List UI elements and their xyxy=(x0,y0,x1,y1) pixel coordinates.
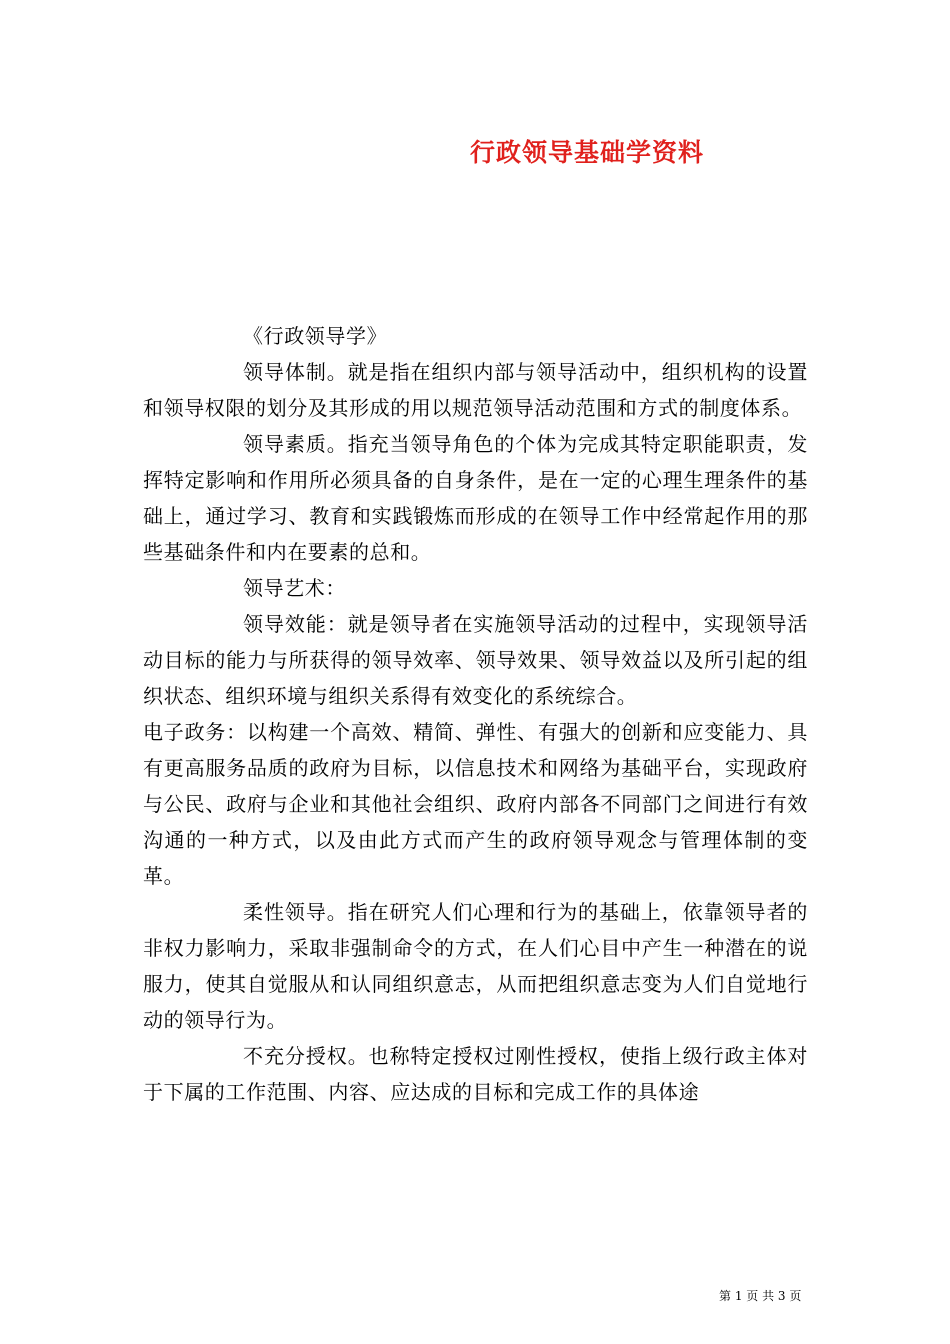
document-title: 行政领导基础学资料 xyxy=(470,138,705,167)
paragraph-leadership-quality: 领导素质。指充当领导角色的个体为完成其特定职能职责，发挥特定影响和作用所必须具备的自身条件，是在一定的心理生理条件的基础上，通过学习、教育和实践锻炼而形成的在领导工作中经常起作用的那些基础条件和内在要素的总和。 xyxy=(143,432,808,564)
paragraph-soft-leadership: 柔性领导。指在研究人们心理和行为的基础上，依靠领导者的非权力影响力，采取非强制命令的方式，在人们心目中产生一种潜在的说服力，使其自觉服从和认同组织意志，从而把组织意志变为人们自觉地行动的领导行为。 xyxy=(143,900,808,1032)
paragraph-leadership-system: 领导体制。就是指在组织内部与领导活动中，组织机构的设置和领导权限的划分及其形成的用以规范领导活动范围和方式的制度体系。 xyxy=(143,360,808,420)
document-body xyxy=(143,318,808,1110)
paragraph-e-government: 电子政务：以构建一个高效、精简、弹性、有强大的创新和应变能力、具有更高服务品质的政府为目标，以信息技术和网络为基础平台，实现政府与公民、政府与企业和其他社会组织、政府内部各不同部门之间进行有效沟通的一种方式，以及由此方式而产生的政府领导观念与管理体制的变革。 xyxy=(143,720,808,888)
page-number-footer: 第 1 页 共 3 页 xyxy=(719,1289,802,1303)
paragraph-leadership-art: 领导艺术： xyxy=(243,576,346,600)
paragraph-partial-delegation: 不充分授权。也称特定授权过刚性授权，使指上级行政主体对于下属的工作范围、内容、应达成的目标和完成工作的具体途 xyxy=(143,1044,808,1104)
paragraph-book-title: 《行政领导学》 xyxy=(243,324,388,348)
paragraph-leadership-efficiency: 领导效能：就是领导者在实施领导活动的过程中，实现领导活动目标的能力与所获得的领导效率、领导效果、领导效益以及所引起的组织状态、组织环境与组织关系得有效变化的系统综合。 xyxy=(143,612,808,708)
